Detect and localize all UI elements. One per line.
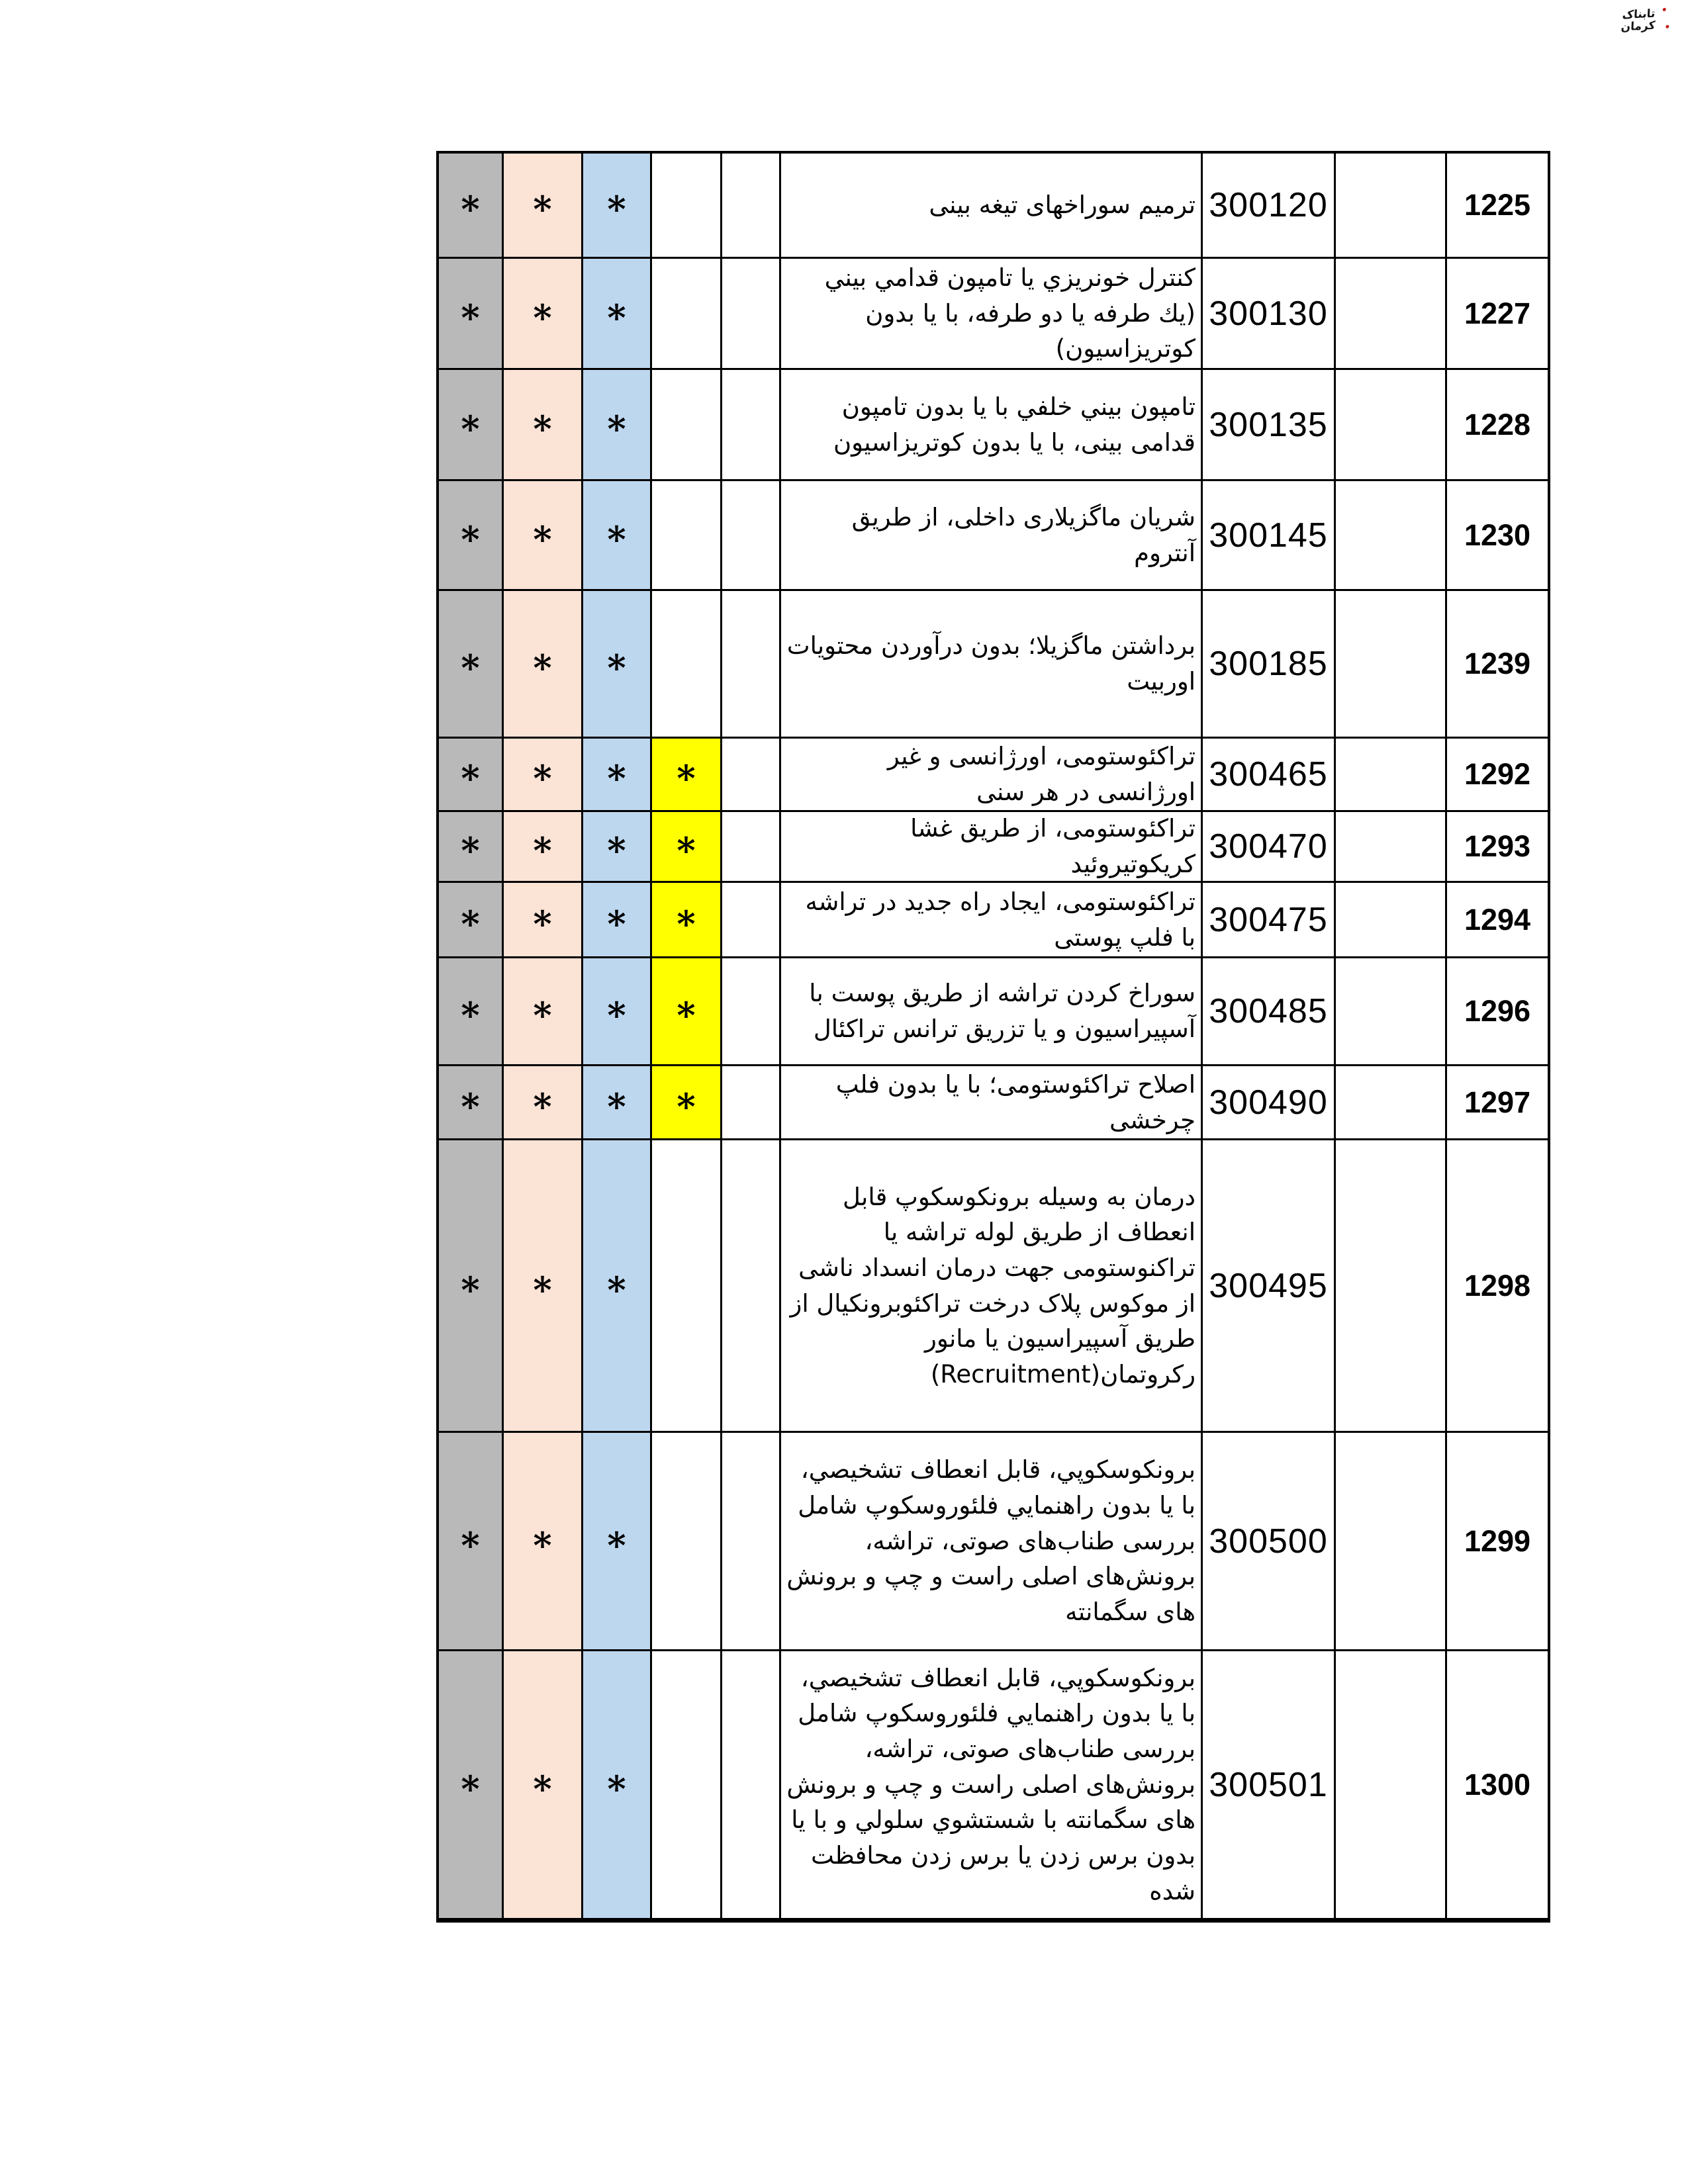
code-cell bbox=[1203, 1651, 1336, 1918]
logo-red-dot bbox=[1665, 25, 1669, 28]
description-cell-text: درمان به وسیله برونكوسكوپ قابل انعطاف از طریق لوله تراشه یا تراكنوستومی جهت درمان انسداد ناشی از موكوس پلاک درخت تراكئوبرونكیال از طریق آسپیراسیون یا مانور ركروتمان(Recruitment) bbox=[790, 1182, 1196, 1388]
code-cell-text: 300130 bbox=[1209, 294, 1328, 333]
code-cell-text: 300495 bbox=[1209, 1266, 1328, 1305]
row-id-cell-text: 1293 bbox=[1464, 829, 1531, 863]
star-cell-blue-text: * bbox=[607, 296, 626, 339]
star-cell-blue-text: * bbox=[607, 647, 626, 689]
description-cell bbox=[781, 1066, 1203, 1140]
star-cell-blue-text: * bbox=[607, 407, 626, 450]
code-cell bbox=[1203, 370, 1336, 481]
star-cell-yellow-text: * bbox=[677, 994, 696, 1036]
logo-red-dot bbox=[1663, 8, 1666, 11]
star-cell-gray-text: * bbox=[461, 1524, 480, 1567]
code-cell bbox=[1203, 154, 1336, 259]
row-id-cell-text: 1299 bbox=[1464, 1524, 1531, 1558]
star-cell-peach-text: * bbox=[533, 407, 552, 450]
description-cell bbox=[781, 958, 1203, 1066]
row-id-cell-text: 1298 bbox=[1464, 1268, 1531, 1302]
row-id-cell-text: 1294 bbox=[1464, 902, 1531, 936]
star-cell-yellow bbox=[652, 1651, 722, 1918]
description-cell bbox=[781, 1140, 1203, 1433]
row-id-cell bbox=[1447, 1066, 1548, 1140]
star-cell-gray bbox=[439, 1140, 504, 1433]
star-cell-gray bbox=[439, 154, 504, 259]
table-row bbox=[439, 883, 1548, 958]
table-row bbox=[439, 1651, 1548, 1918]
star-cell-gray-text: * bbox=[461, 1767, 480, 1810]
tabnak-kerman-logo bbox=[1608, 8, 1669, 35]
star-cell-blue-text: * bbox=[607, 829, 626, 872]
star-cell-yellow bbox=[652, 591, 722, 739]
table-row bbox=[439, 1066, 1548, 1140]
star-cell-gray-text: * bbox=[461, 647, 480, 689]
star-cell-blue-text: * bbox=[607, 518, 626, 561]
row-id-cell bbox=[1447, 1433, 1548, 1651]
star-cell-peach bbox=[504, 812, 583, 883]
star-cell-blue-text: * bbox=[607, 902, 626, 945]
star-cell-peach bbox=[504, 154, 583, 259]
row-id-cell-text: 1230 bbox=[1464, 518, 1531, 552]
spacer-cell bbox=[722, 739, 781, 812]
star-cell-gray-text: * bbox=[461, 757, 480, 799]
empty-cell bbox=[1336, 591, 1447, 739]
spacer-cell bbox=[722, 591, 781, 739]
description-cell-text: برونكوسكوپي، قابل انعطاف تشخيصي، با یا بدون راهنمایي فلئوروسكوپ شامل بررسی طناب‌های صوتی، تراشه، برونش‌های اصلی راست و چپ و برونش های سگمانته با شستشوي سلولي و با یا بدون برس زدن یا برس زدن محافظت شده bbox=[786, 1663, 1196, 1905]
star-cell-gray-text: * bbox=[461, 829, 480, 872]
code-cell-text: 300185 bbox=[1209, 645, 1328, 683]
star-cell-peach bbox=[504, 481, 583, 591]
spacer-cell bbox=[722, 1140, 781, 1433]
table-row bbox=[439, 481, 1548, 591]
description-cell-text: تراكئوستومی، اورژانسی و غیر اورژانسی در هر سنی bbox=[887, 742, 1196, 806]
row-id-cell bbox=[1447, 739, 1548, 812]
star-cell-gray-text: * bbox=[461, 188, 480, 230]
table-row bbox=[439, 370, 1548, 481]
star-cell-peach bbox=[504, 1066, 583, 1140]
row-id-cell-text: 1227 bbox=[1464, 296, 1531, 330]
table-row bbox=[439, 259, 1548, 370]
row-id-cell-text: 1300 bbox=[1464, 1767, 1531, 1801]
star-cell-peach bbox=[504, 591, 583, 739]
star-cell-blue-text: * bbox=[607, 1268, 626, 1311]
empty-cell bbox=[1336, 481, 1447, 591]
description-cell bbox=[781, 1651, 1203, 1918]
description-cell bbox=[781, 591, 1203, 739]
empty-cell bbox=[1336, 1651, 1447, 1918]
row-id-cell bbox=[1447, 481, 1548, 591]
star-cell-blue bbox=[583, 1140, 652, 1433]
logo-text: تابناک کرمان bbox=[1620, 7, 1656, 34]
star-cell-peach bbox=[504, 259, 583, 370]
table-row bbox=[439, 154, 1548, 259]
row-id-cell-text: 1292 bbox=[1464, 757, 1531, 791]
table-row bbox=[439, 1140, 1548, 1433]
description-cell bbox=[781, 883, 1203, 958]
star-cell-gray-text: * bbox=[461, 902, 480, 945]
star-cell-yellow-text: * bbox=[677, 829, 696, 872]
star-cell-peach bbox=[504, 1651, 583, 1918]
code-cell bbox=[1203, 883, 1336, 958]
star-cell-peach-text: * bbox=[533, 518, 552, 561]
star-cell-gray-text: * bbox=[461, 407, 480, 450]
spacer-cell bbox=[722, 1433, 781, 1651]
star-cell-yellow bbox=[652, 259, 722, 370]
star-cell-yellow bbox=[652, 1140, 722, 1433]
row-id-cell-text: 1225 bbox=[1464, 188, 1531, 222]
star-cell-yellow bbox=[652, 481, 722, 591]
star-cell-peach-text: * bbox=[533, 829, 552, 872]
star-cell-peach-text: * bbox=[533, 188, 552, 230]
star-cell-yellow-text: * bbox=[677, 1085, 696, 1128]
row-id-cell bbox=[1447, 154, 1548, 259]
star-cell-peach-text: * bbox=[533, 1524, 552, 1567]
empty-cell bbox=[1336, 370, 1447, 481]
table-row bbox=[439, 739, 1548, 812]
star-cell-peach bbox=[504, 370, 583, 481]
description-cell-text: تامپون بیني خلفي با یا بدون تامپون قدامی بینی، با یا بدون كوتریزاسیون bbox=[833, 392, 1196, 457]
star-cell-peach-text: * bbox=[533, 1085, 552, 1128]
row-id-cell-text: 1297 bbox=[1464, 1085, 1531, 1119]
code-cell-text: 300120 bbox=[1209, 186, 1328, 224]
star-cell-blue-text: * bbox=[607, 1085, 626, 1128]
row-id-cell-text: 1228 bbox=[1464, 407, 1531, 441]
star-cell-blue bbox=[583, 481, 652, 591]
star-cell-blue bbox=[583, 812, 652, 883]
star-cell-peach-text: * bbox=[533, 994, 552, 1036]
code-cell-text: 300465 bbox=[1209, 755, 1328, 794]
star-cell-blue-text: * bbox=[607, 188, 626, 230]
star-cell-blue bbox=[583, 1433, 652, 1651]
star-cell-yellow bbox=[652, 812, 722, 883]
row-id-cell bbox=[1447, 370, 1548, 481]
star-cell-blue bbox=[583, 154, 652, 259]
star-cell-gray bbox=[439, 958, 504, 1066]
code-cell-text: 300490 bbox=[1209, 1083, 1328, 1122]
star-cell-peach bbox=[504, 739, 583, 812]
table-row bbox=[439, 1433, 1548, 1651]
code-cell bbox=[1203, 958, 1336, 1066]
star-cell-blue bbox=[583, 883, 652, 958]
spacer-cell bbox=[722, 812, 781, 883]
table-row bbox=[439, 591, 1548, 739]
description-cell-text: برونكوسكوپي، قابل انعطاف تشخيصي، با یا بدون راهنمایي فلئوروسكوپ شامل بررسی طناب‌های صوتی، تراشه، برونش‌های اصلی راست و چپ و برونش های سگمانته bbox=[786, 1455, 1196, 1626]
empty-cell bbox=[1336, 739, 1447, 812]
star-cell-peach-text: * bbox=[533, 647, 552, 689]
description-cell-text: شریان ماگزیلاری داخلی، از طریق آنتروم bbox=[851, 502, 1196, 567]
star-cell-yellow bbox=[652, 958, 722, 1066]
description-cell bbox=[781, 812, 1203, 883]
star-cell-gray bbox=[439, 883, 504, 958]
description-cell bbox=[781, 370, 1203, 481]
star-cell-peach-text: * bbox=[533, 296, 552, 339]
description-cell bbox=[781, 1433, 1203, 1651]
spacer-cell bbox=[722, 259, 781, 370]
star-cell-yellow bbox=[652, 370, 722, 481]
code-cell-text: 300470 bbox=[1209, 827, 1328, 866]
star-cell-gray bbox=[439, 259, 504, 370]
description-cell-text: اصلاح تراكئوستومی؛ با یا بدون فلپ چرخشی bbox=[835, 1069, 1196, 1134]
star-cell-gray bbox=[439, 1066, 504, 1140]
empty-cell bbox=[1336, 883, 1447, 958]
spacer-cell bbox=[722, 883, 781, 958]
star-cell-peach-text: * bbox=[533, 757, 552, 799]
star-cell-blue bbox=[583, 1066, 652, 1140]
star-cell-peach bbox=[504, 958, 583, 1066]
star-cell-gray-text: * bbox=[461, 1085, 480, 1128]
row-id-cell-text: 1296 bbox=[1464, 994, 1531, 1028]
star-cell-yellow-text: * bbox=[677, 902, 696, 945]
star-cell-gray bbox=[439, 1651, 504, 1918]
description-cell-text: تراكئوستومی، ایجاد راه جدید در تراشه با فلپ پوستی bbox=[805, 887, 1196, 952]
star-cell-gray bbox=[439, 370, 504, 481]
code-cell-text: 300145 bbox=[1209, 516, 1328, 555]
star-cell-yellow bbox=[652, 883, 722, 958]
description-cell bbox=[781, 154, 1203, 259]
star-cell-gray-text: * bbox=[461, 296, 480, 339]
description-cell-text: تراكئوستومی، از طریق غشا كریكوتیروئید bbox=[910, 814, 1196, 878]
row-id-cell bbox=[1447, 259, 1548, 370]
star-cell-blue-text: * bbox=[607, 1524, 626, 1567]
code-cell bbox=[1203, 259, 1336, 370]
empty-cell bbox=[1336, 812, 1447, 883]
empty-cell bbox=[1336, 1066, 1447, 1140]
star-cell-blue bbox=[583, 591, 652, 739]
empty-cell bbox=[1336, 154, 1447, 259]
description-cell-text: سوراخ كردن تراشه از طریق پوست با آسپیراسیون و یا تزریق ترانس تراكئال bbox=[809, 979, 1196, 1043]
star-cell-peach bbox=[504, 883, 583, 958]
star-cell-blue bbox=[583, 739, 652, 812]
code-cell bbox=[1203, 739, 1336, 812]
spacer-cell bbox=[722, 370, 781, 481]
code-cell-text: 300500 bbox=[1209, 1522, 1328, 1561]
code-cell bbox=[1203, 1140, 1336, 1433]
star-cell-blue bbox=[583, 958, 652, 1066]
code-cell bbox=[1203, 591, 1336, 739]
star-cell-gray bbox=[439, 812, 504, 883]
row-id-cell bbox=[1447, 1651, 1548, 1918]
row-id-cell bbox=[1447, 812, 1548, 883]
spacer-cell bbox=[722, 1066, 781, 1140]
row-id-cell bbox=[1447, 1140, 1548, 1433]
star-cell-yellow bbox=[652, 739, 722, 812]
empty-cell bbox=[1336, 1140, 1447, 1433]
star-cell-gray bbox=[439, 1433, 504, 1651]
code-cell-text: 300135 bbox=[1209, 405, 1328, 444]
row-id-cell bbox=[1447, 591, 1548, 739]
star-cell-blue bbox=[583, 370, 652, 481]
star-cell-yellow bbox=[652, 1433, 722, 1651]
description-cell bbox=[781, 481, 1203, 591]
code-cell-text: 300485 bbox=[1209, 992, 1328, 1030]
code-cell bbox=[1203, 812, 1336, 883]
description-cell-text: كنترل خونریزي یا تامپون قدامي بیني (یك طرفه یا دو طرفه، با یا بدون كوتریزاسیون) bbox=[824, 263, 1196, 363]
row-id-cell-text: 1239 bbox=[1464, 647, 1531, 680]
table-row bbox=[439, 812, 1548, 883]
description-cell bbox=[781, 259, 1203, 370]
star-cell-peach-text: * bbox=[533, 1268, 552, 1311]
code-cell bbox=[1203, 1066, 1336, 1140]
star-cell-peach-text: * bbox=[533, 1767, 552, 1810]
code-cell bbox=[1203, 1433, 1336, 1651]
code-cell-text: 300475 bbox=[1209, 900, 1328, 939]
star-cell-peach bbox=[504, 1433, 583, 1651]
description-cell-text: ترمیم سوراخهای تیغه بینی bbox=[929, 191, 1196, 220]
spacer-cell bbox=[722, 958, 781, 1066]
empty-cell bbox=[1336, 259, 1447, 370]
star-cell-gray bbox=[439, 481, 504, 591]
code-cell bbox=[1203, 481, 1336, 591]
star-cell-gray-text: * bbox=[461, 1268, 480, 1311]
spacer-cell bbox=[722, 481, 781, 591]
row-id-cell bbox=[1447, 883, 1548, 958]
star-cell-peach bbox=[504, 1140, 583, 1433]
star-cell-blue-text: * bbox=[607, 1767, 626, 1810]
star-cell-blue bbox=[583, 259, 652, 370]
spacer-cell bbox=[722, 1651, 781, 1918]
star-cell-blue bbox=[583, 1651, 652, 1918]
row-id-cell bbox=[1447, 958, 1548, 1066]
star-cell-yellow-text: * bbox=[677, 757, 696, 799]
description-cell-text: برداشتن ماگزیلا؛ بدون درآوردن محتویات اوربیت bbox=[786, 631, 1196, 696]
empty-cell bbox=[1336, 1433, 1447, 1651]
star-cell-blue-text: * bbox=[607, 757, 626, 799]
description-cell bbox=[781, 739, 1203, 812]
star-cell-peach-text: * bbox=[533, 902, 552, 945]
star-cell-yellow bbox=[652, 154, 722, 259]
star-cell-yellow bbox=[652, 1066, 722, 1140]
star-cell-gray bbox=[439, 739, 504, 812]
star-cell-gray-text: * bbox=[461, 518, 480, 561]
table-row bbox=[439, 958, 1548, 1066]
code-cell-text: 300501 bbox=[1209, 1765, 1328, 1804]
spacer-cell bbox=[722, 154, 781, 259]
procedures-table bbox=[436, 151, 1550, 1923]
empty-cell bbox=[1336, 958, 1447, 1066]
star-cell-gray bbox=[439, 591, 504, 739]
star-cell-gray-text: * bbox=[461, 994, 480, 1036]
star-cell-blue-text: * bbox=[607, 994, 626, 1036]
